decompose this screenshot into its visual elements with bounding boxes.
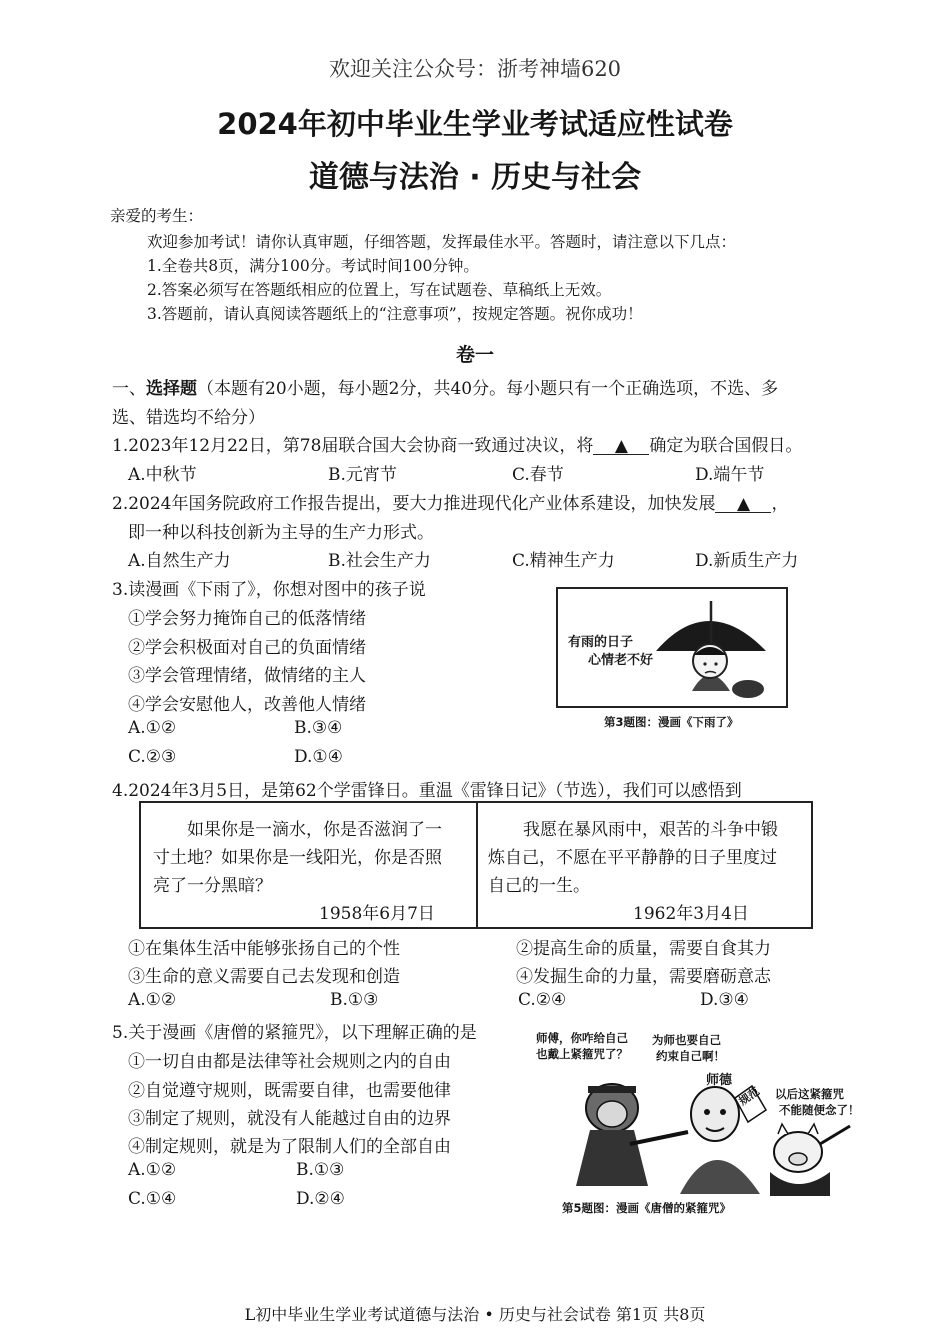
diary-divider (476, 803, 478, 927)
q3-item-2: ②学会积极面对自己的负面情绪 (128, 638, 366, 658)
question-3: 3.读漫画《下雨了》，你想对图中的孩子说 (112, 580, 426, 600)
q1-answer-blank: ▲ (593, 438, 649, 455)
q1-option-c[interactable]: C.春节 (512, 465, 564, 485)
diary-left-line-2: 寸土地？如果你是一线阳光，你是否照 (153, 848, 442, 868)
part-heading (112, 374, 778, 399)
q5-figure-caption: 第5题图：漫画《唐僧的紧箍咒》 (562, 1201, 731, 1215)
part-rules-line2: 选、错选均不给分） (112, 408, 265, 428)
q4-item-1: ①在集体生活中能够张扬自己的个性 (128, 939, 400, 959)
q4-item-4: ④发掘生命的力量，需要磨砺意志 (516, 967, 771, 987)
rain-cartoon-text-2: 心情老不好 (588, 653, 654, 668)
q2-option-d[interactable]: D.新质生产力 (695, 551, 799, 571)
q3-item-4: ④学会安慰他人，改善他人情绪 (128, 695, 366, 715)
bubble-pig-line-2: 不能随便念了！ (779, 1103, 860, 1117)
watermark-text: 欢迎关注公众号：浙考神墙620 (328, 57, 622, 81)
q4-option-d[interactable]: D.③④ (700, 990, 749, 1010)
monk-cartoon (530, 1026, 875, 1198)
q1-stem-before: 1.2023年12月22日，第78届联合国大会协商一致通过决议，将 (112, 436, 594, 456)
q1-option-b[interactable]: B.元宵节 (328, 465, 397, 485)
bubble-monk-line-1: 为师也要自己 (652, 1033, 721, 1047)
q1-option-a[interactable]: A.中秋节 (128, 465, 197, 485)
part-rules: （本题有20小题，每小题2分，共40分。每小题只有一个正确选项，不选、多 (197, 379, 779, 399)
exam-subject: 道德与法治 · 历史与社会 (308, 160, 642, 195)
q5-option-c[interactable]: C.①④ (128, 1189, 177, 1209)
part-name: 选择题 (146, 379, 197, 399)
bubble-monkey-line-1: 师傅，你咋给自己 (536, 1031, 628, 1045)
q3-item-3: ③学会管理情绪，做情绪的主人 (128, 666, 366, 686)
q1-option-d[interactable]: D.端午节 (695, 465, 765, 485)
monk-label-ethics: 师德 (706, 1073, 733, 1088)
lei-feng-diary-table (139, 801, 813, 929)
rain-cartoon-text-1: 有雨的日子 (568, 635, 634, 650)
welcome-text: 欢迎参加考试！请你认真审题，仔细答题，发挥最佳水平。答题时，请注意以下几点： (147, 233, 737, 251)
monk-label-norms: 规范 (736, 1084, 763, 1109)
section-title: 卷一 (455, 344, 494, 366)
q2-stem-line2: 即一种以科技创新为主导的生产力形式。 (128, 523, 434, 543)
q5-item-1: ①一切自由都是法律等社会规则之内的自由 (128, 1052, 451, 1072)
exam-title: 2024年初中毕业生学业考试适应性试卷 (217, 107, 733, 141)
diary-left-line-3: 亮了一分黑暗？ (153, 876, 272, 896)
diary-right-line-2: 炼自己，不愿在平平静静的日子里度过 (488, 848, 777, 868)
q2-option-a[interactable]: A.自然生产力 (128, 551, 231, 571)
note-3: 3.答题前，请认真阅读答题纸上的“注意事项”，按规定答题。祝你成功！ (147, 305, 643, 323)
q5-item-2: ②自觉遵守规则，既需要自律，也需要他律 (128, 1081, 451, 1101)
question-1 (112, 431, 802, 456)
q3-option-b[interactable]: B.③④ (294, 718, 343, 738)
q4-option-c[interactable]: C.②④ (518, 990, 567, 1010)
q4-item-3: ③生命的意义需要自己去发现和创造 (128, 967, 400, 987)
bubble-monk-line-2: 约束自己啊！ (656, 1049, 725, 1063)
q3-option-d[interactable]: D.①④ (294, 747, 343, 767)
q5-item-4: ④制定规则，就是为了限制人们的全部自由 (128, 1137, 451, 1157)
q2-stem-after: ， (771, 494, 789, 514)
note-1: 1.全卷共8页，满分100分。考试时间100分钟。 (147, 257, 479, 275)
part-number: 一、 (112, 379, 146, 399)
q3-figure-caption: 第3题图：漫画《下雨了》 (604, 715, 739, 729)
diary-right-line-1: 我愿在暴风雨中，艰苦的斗争中锻 (523, 820, 778, 840)
diary-right-date: 1962年3月4日 (633, 904, 749, 924)
q3-option-c[interactable]: C.②③ (128, 747, 177, 767)
q2-option-b[interactable]: B.社会生产力 (328, 551, 431, 571)
greeting: 亲爱的考生： (110, 207, 204, 225)
q5-option-b[interactable]: B.①③ (296, 1160, 345, 1180)
q5-option-a[interactable]: A.①② (128, 1160, 177, 1180)
question-2 (112, 489, 788, 514)
note-2: 2.答案必须写在答题纸相应的位置上，写在试题卷、草稿纸上无效。 (147, 281, 612, 299)
q2-answer-blank: ▲ (715, 496, 771, 513)
question-4: 4.2024年3月5日，是第62个学雷锋日。重温《雷锋日记》（节选），我们可以感悟到 (112, 781, 742, 801)
q5-option-d[interactable]: D.②④ (296, 1189, 345, 1209)
q2-stem-before: 2.2024年国务院政府工作报告提出，要大力推进现代化产业体系建设，加快发展 (112, 494, 716, 514)
diary-left-line-1: 如果你是一滴水，你是否滋润了一 (187, 820, 442, 840)
q3-item-1: ①学会努力掩饰自己的低落情绪 (128, 609, 366, 629)
q4-option-a[interactable]: A.①② (128, 990, 177, 1010)
diary-right-line-3: 自己的一生。 (488, 876, 590, 896)
q4-item-2: ②提高生命的质量，需要自食其力 (516, 939, 771, 959)
bubble-monkey-line-2: 也戴上紧箍咒了？ (536, 1047, 628, 1061)
page-footer: L初中毕业生学业考试道德与法治 • 历史与社会试卷 第1页 共8页 (244, 1305, 706, 1324)
q1-stem-after: 确定为联合国假日。 (649, 436, 803, 456)
question-5: 5.关于漫画《唐僧的紧箍咒》，以下理解正确的是 (112, 1023, 477, 1043)
rain-cartoon-frame (556, 587, 788, 708)
bubble-pig-line-1: 以后这紧箍咒 (775, 1087, 844, 1101)
q3-option-a[interactable]: A.①② (128, 718, 177, 738)
q4-option-b[interactable]: B.①③ (330, 990, 379, 1010)
q5-item-3: ③制定了规则，就没有人能越过自由的边界 (128, 1109, 451, 1129)
q2-option-c[interactable]: C.精神生产力 (512, 551, 615, 571)
diary-left-date: 1958年6月7日 (319, 904, 435, 924)
